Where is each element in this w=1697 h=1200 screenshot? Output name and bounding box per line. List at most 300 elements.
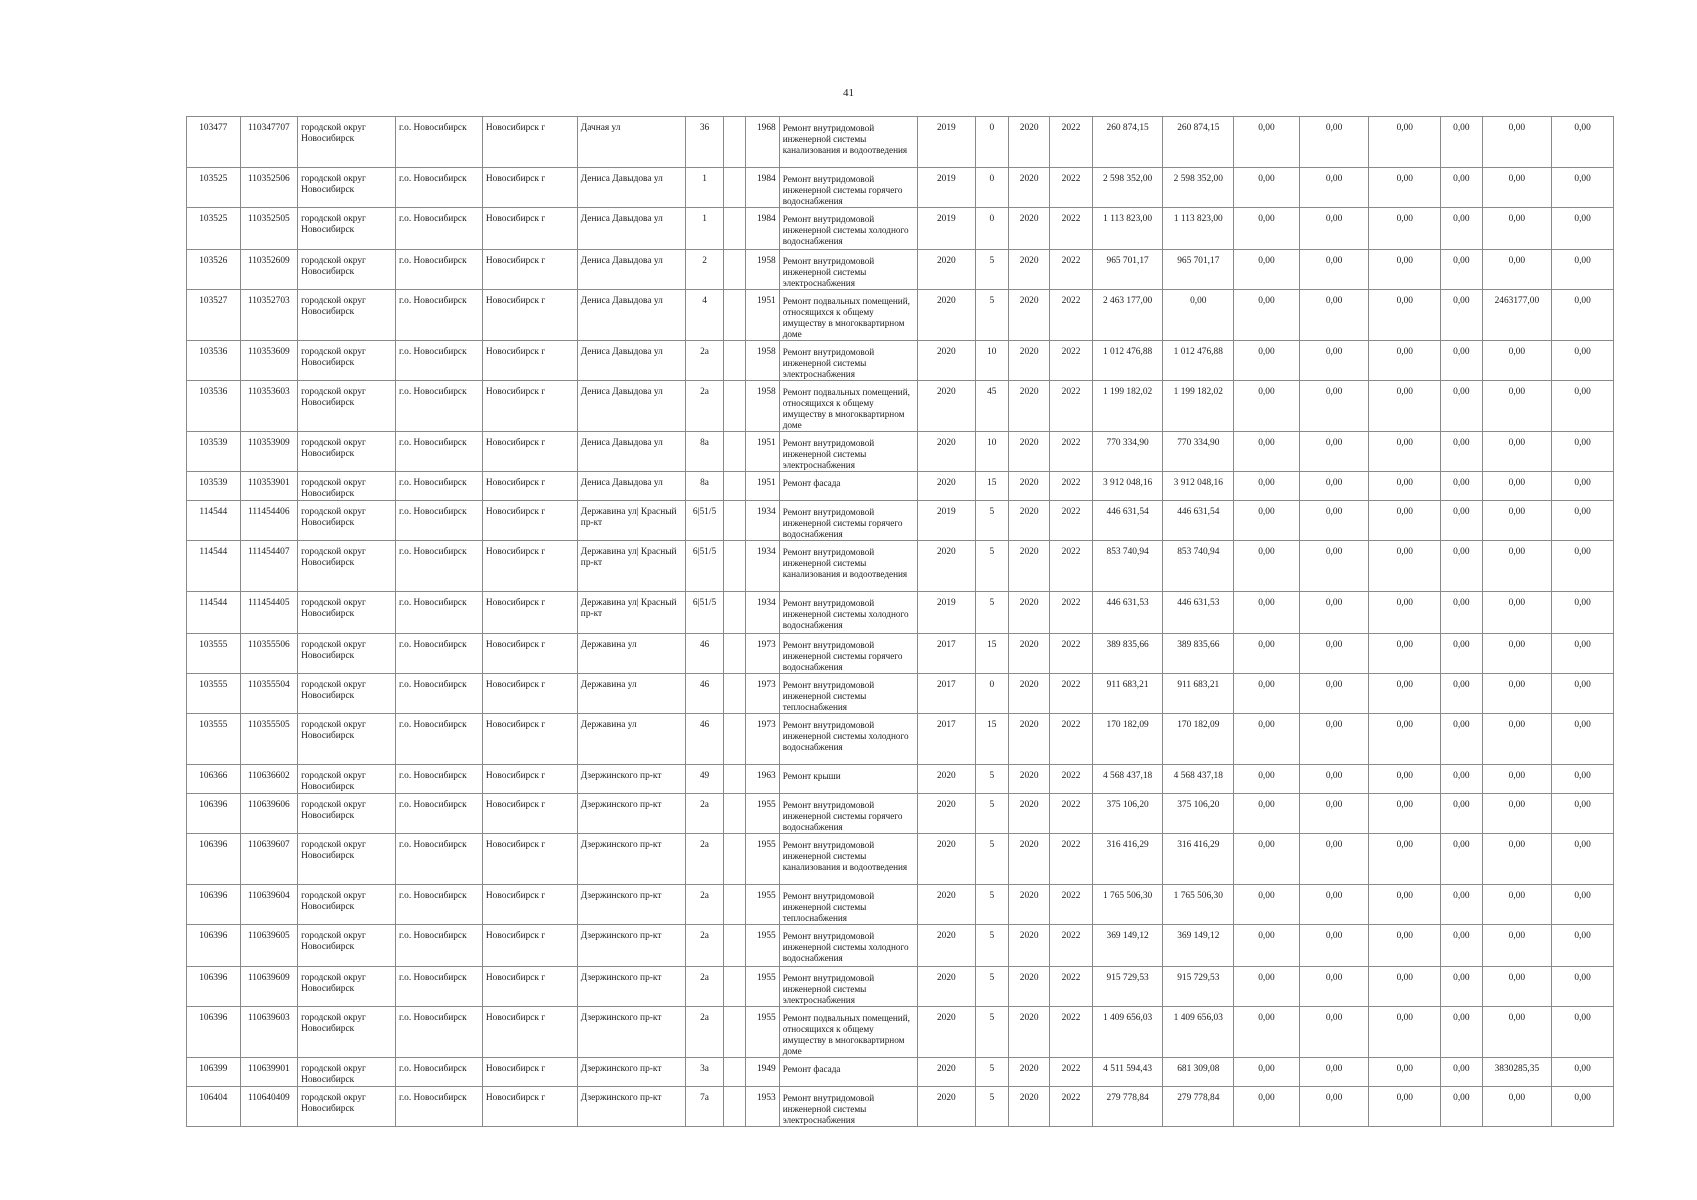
funding-2-cell: 0,00 <box>1299 834 1369 885</box>
wear-percent-cell: 5 <box>975 290 1008 341</box>
funding-2-cell: 0,00 <box>1299 290 1369 341</box>
funding-3-cell: 0,00 <box>1369 834 1441 885</box>
wear-percent-cell: 10 <box>975 341 1008 381</box>
fund-cost-cell: 915 729,53 <box>1163 967 1234 1007</box>
funding-4-cell: 0,00 <box>1441 674 1482 714</box>
table-row <box>187 168 1614 208</box>
fund-cost-cell: 965 701,17 <box>1163 250 1234 290</box>
start-year-cell: 2020 <box>1008 794 1049 834</box>
funding-1-cell: 0,00 <box>1234 208 1300 250</box>
fund-cost-cell: 4 568 437,18 <box>1163 765 1234 794</box>
work-type-cell: Ремонт подвальных помещений, относящихся к общему имуществу в многоквартирном доме <box>779 290 917 341</box>
house-number-cell: 6|51/5 <box>685 501 723 541</box>
year-built-cell: 1958 <box>746 341 779 381</box>
funding-6-cell: 0,00 <box>1552 714 1614 765</box>
plan-year-cell: 2020 <box>918 885 976 925</box>
object-id-cell: 103536 <box>187 381 241 432</box>
fund-cost-cell: 681 309,08 <box>1163 1058 1234 1087</box>
object-id-cell: 103539 <box>187 472 241 501</box>
locality-cell: Новосибирск г <box>482 381 577 432</box>
funding-4-cell: 0,00 <box>1441 472 1482 501</box>
wear-percent-cell: 5 <box>975 1058 1008 1087</box>
funding-3-cell: 0,00 <box>1369 674 1441 714</box>
year-built-cell: 1973 <box>746 634 779 674</box>
plan-year-cell: 2020 <box>918 765 976 794</box>
funding-3-cell: 0,00 <box>1369 967 1441 1007</box>
funding-6-cell: 0,00 <box>1552 117 1614 168</box>
funding-2-cell: 0,00 <box>1299 634 1369 674</box>
funding-1-cell: 0,00 <box>1234 1087 1300 1127</box>
object-id-cell: 106396 <box>187 834 241 885</box>
object-id-cell: 106396 <box>187 1007 241 1058</box>
table-row <box>187 432 1614 472</box>
funding-2-cell: 0,00 <box>1299 925 1369 967</box>
funding-4-cell: 0,00 <box>1441 117 1482 168</box>
funding-2-cell: 0,00 <box>1299 208 1369 250</box>
funding-3-cell: 0,00 <box>1369 592 1441 634</box>
table-row <box>187 381 1614 432</box>
wear-percent-cell: 10 <box>975 432 1008 472</box>
block-cell <box>724 592 746 634</box>
total-cost-cell: 1 765 506,30 <box>1092 885 1163 925</box>
street-cell: Дзержинского пр-кт <box>577 1007 685 1058</box>
wear-percent-cell: 5 <box>975 967 1008 1007</box>
funding-4-cell: 0,00 <box>1441 1007 1482 1058</box>
work-code-cell: 110640409 <box>240 1087 298 1127</box>
funding-2-cell: 0,00 <box>1299 1007 1369 1058</box>
end-year-cell: 2022 <box>1050 208 1092 250</box>
table-row <box>187 501 1614 541</box>
plan-year-cell: 2020 <box>918 925 976 967</box>
funding-5-cell: 0,00 <box>1482 834 1552 885</box>
funding-2-cell: 0,00 <box>1299 250 1369 290</box>
funding-6-cell: 0,00 <box>1552 432 1614 472</box>
work-code-cell: 110355504 <box>240 674 298 714</box>
street-cell: Дзержинского пр-кт <box>577 1058 685 1087</box>
end-year-cell: 2022 <box>1050 714 1092 765</box>
funding-6-cell: 0,00 <box>1552 765 1614 794</box>
object-id-cell: 103526 <box>187 250 241 290</box>
table-row <box>187 290 1614 341</box>
year-built-cell: 1934 <box>746 592 779 634</box>
block-cell <box>724 250 746 290</box>
start-year-cell: 2020 <box>1008 1087 1049 1127</box>
plan-year-cell: 2020 <box>918 794 976 834</box>
municipality-cell: городской округ Новосибирск <box>298 1007 396 1058</box>
street-cell: Дениса Давыдова ул <box>577 208 685 250</box>
object-id-cell: 106396 <box>187 967 241 1007</box>
end-year-cell: 2022 <box>1050 168 1092 208</box>
funding-1-cell: 0,00 <box>1234 674 1300 714</box>
district-cell: г.о. Новосибирск <box>396 381 483 432</box>
municipality-cell: городской округ Новосибирск <box>298 208 396 250</box>
funding-4-cell: 0,00 <box>1441 967 1482 1007</box>
wear-percent-cell: 5 <box>975 885 1008 925</box>
end-year-cell: 2022 <box>1050 250 1092 290</box>
plan-year-cell: 2020 <box>918 250 976 290</box>
district-cell: г.о. Новосибирск <box>396 290 483 341</box>
funding-2-cell: 0,00 <box>1299 1087 1369 1127</box>
start-year-cell: 2020 <box>1008 472 1049 501</box>
start-year-cell: 2020 <box>1008 341 1049 381</box>
house-number-cell: 7а <box>685 1087 723 1127</box>
work-type-cell: Ремонт внутридомовой инженерной системы холодного водоснабжения <box>779 714 917 765</box>
district-cell: г.о. Новосибирск <box>396 592 483 634</box>
object-id-cell: 106366 <box>187 765 241 794</box>
plan-year-cell: 2020 <box>918 432 976 472</box>
municipality-cell: городской округ Новосибирск <box>298 1058 396 1087</box>
year-built-cell: 1949 <box>746 1058 779 1087</box>
total-cost-cell: 170 182,09 <box>1092 714 1163 765</box>
funding-1-cell: 0,00 <box>1234 765 1300 794</box>
funding-3-cell: 0,00 <box>1369 634 1441 674</box>
funding-5-cell: 0,00 <box>1482 501 1552 541</box>
funding-4-cell: 0,00 <box>1441 381 1482 432</box>
fund-cost-cell: 853 740,94 <box>1163 541 1234 592</box>
start-year-cell: 2020 <box>1008 925 1049 967</box>
plan-year-cell: 2019 <box>918 168 976 208</box>
work-code-cell: 111454405 <box>240 592 298 634</box>
wear-percent-cell: 15 <box>975 634 1008 674</box>
funding-4-cell: 0,00 <box>1441 634 1482 674</box>
plan-year-cell: 2020 <box>918 290 976 341</box>
fund-cost-cell: 389 835,66 <box>1163 634 1234 674</box>
street-cell: Дениса Давыдова ул <box>577 341 685 381</box>
funding-3-cell: 0,00 <box>1369 501 1441 541</box>
funding-3-cell: 0,00 <box>1369 341 1441 381</box>
municipality-cell: городской округ Новосибирск <box>298 117 396 168</box>
start-year-cell: 2020 <box>1008 208 1049 250</box>
locality-cell: Новосибирск г <box>482 967 577 1007</box>
total-cost-cell: 911 683,21 <box>1092 674 1163 714</box>
funding-4-cell: 0,00 <box>1441 168 1482 208</box>
total-cost-cell: 316 416,29 <box>1092 834 1163 885</box>
funding-6-cell: 0,00 <box>1552 250 1614 290</box>
municipality-cell: городской округ Новосибирск <box>298 168 396 208</box>
municipality-cell: городской округ Новосибирск <box>298 967 396 1007</box>
start-year-cell: 2020 <box>1008 834 1049 885</box>
total-cost-cell: 375 106,20 <box>1092 794 1163 834</box>
wear-percent-cell: 5 <box>975 1007 1008 1058</box>
district-cell: г.о. Новосибирск <box>396 1007 483 1058</box>
house-number-cell: 6|51/5 <box>685 541 723 592</box>
end-year-cell: 2022 <box>1050 1058 1092 1087</box>
funding-3-cell: 0,00 <box>1369 381 1441 432</box>
start-year-cell: 2020 <box>1008 674 1049 714</box>
wear-percent-cell: 5 <box>975 250 1008 290</box>
end-year-cell: 2022 <box>1050 381 1092 432</box>
funding-3-cell: 0,00 <box>1369 765 1441 794</box>
table-row <box>187 794 1614 834</box>
funding-4-cell: 0,00 <box>1441 341 1482 381</box>
year-built-cell: 1953 <box>746 1087 779 1127</box>
funding-1-cell: 0,00 <box>1234 381 1300 432</box>
locality-cell: Новосибирск г <box>482 925 577 967</box>
table-row <box>187 674 1614 714</box>
year-built-cell: 1958 <box>746 250 779 290</box>
house-number-cell: 2а <box>685 381 723 432</box>
funding-4-cell: 0,00 <box>1441 834 1482 885</box>
end-year-cell: 2022 <box>1050 634 1092 674</box>
fund-cost-cell: 2 598 352,00 <box>1163 168 1234 208</box>
funding-6-cell: 0,00 <box>1552 885 1614 925</box>
funding-2-cell: 0,00 <box>1299 714 1369 765</box>
locality-cell: Новосибирск г <box>482 1007 577 1058</box>
funding-6-cell: 0,00 <box>1552 1007 1614 1058</box>
district-cell: г.о. Новосибирск <box>396 472 483 501</box>
end-year-cell: 2022 <box>1050 472 1092 501</box>
wear-percent-cell: 5 <box>975 834 1008 885</box>
funding-6-cell: 0,00 <box>1552 592 1614 634</box>
plan-year-cell: 2020 <box>918 967 976 1007</box>
house-number-cell: 1 <box>685 208 723 250</box>
work-type-cell: Ремонт подвальных помещений, относящихся к общему имуществу в многоквартирном доме <box>779 1007 917 1058</box>
funding-1-cell: 0,00 <box>1234 250 1300 290</box>
house-number-cell: 2а <box>685 885 723 925</box>
funding-4-cell: 0,00 <box>1441 592 1482 634</box>
district-cell: г.о. Новосибирск <box>396 1058 483 1087</box>
object-id-cell: 103477 <box>187 117 241 168</box>
funding-5-cell: 0,00 <box>1482 634 1552 674</box>
block-cell <box>724 1087 746 1127</box>
wear-percent-cell: 0 <box>975 208 1008 250</box>
work-type-cell: Ремонт внутридомовой инженерной системы электроснабжения <box>779 250 917 290</box>
funding-5-cell: 0,00 <box>1482 794 1552 834</box>
work-code-cell: 110353603 <box>240 381 298 432</box>
total-cost-cell: 279 778,84 <box>1092 1087 1163 1127</box>
locality-cell: Новосибирск г <box>482 592 577 634</box>
municipality-cell: городской округ Новосибирск <box>298 541 396 592</box>
year-built-cell: 1955 <box>746 794 779 834</box>
funding-4-cell: 0,00 <box>1441 794 1482 834</box>
street-cell: Дзержинского пр-кт <box>577 1087 685 1127</box>
funding-3-cell: 0,00 <box>1369 714 1441 765</box>
object-id-cell: 103555 <box>187 674 241 714</box>
funding-6-cell: 0,00 <box>1552 834 1614 885</box>
funding-1-cell: 0,00 <box>1234 541 1300 592</box>
work-code-cell: 110352506 <box>240 168 298 208</box>
funding-1-cell: 0,00 <box>1234 885 1300 925</box>
wear-percent-cell: 5 <box>975 765 1008 794</box>
start-year-cell: 2020 <box>1008 117 1049 168</box>
funding-1-cell: 0,00 <box>1234 714 1300 765</box>
funding-6-cell: 0,00 <box>1552 541 1614 592</box>
end-year-cell: 2022 <box>1050 1087 1092 1127</box>
street-cell: Дениса Давыдова ул <box>577 472 685 501</box>
funding-1-cell: 0,00 <box>1234 432 1300 472</box>
table-row <box>187 765 1614 794</box>
year-built-cell: 1955 <box>746 1007 779 1058</box>
plan-year-cell: 2020 <box>918 381 976 432</box>
start-year-cell: 2020 <box>1008 381 1049 432</box>
work-code-cell: 110352703 <box>240 290 298 341</box>
start-year-cell: 2020 <box>1008 765 1049 794</box>
funding-6-cell: 0,00 <box>1552 501 1614 541</box>
locality-cell: Новосибирск г <box>482 885 577 925</box>
total-cost-cell: 1 113 823,00 <box>1092 208 1163 250</box>
funding-4-cell: 0,00 <box>1441 1058 1482 1087</box>
year-built-cell: 1984 <box>746 208 779 250</box>
plan-year-cell: 2020 <box>918 472 976 501</box>
start-year-cell: 2020 <box>1008 290 1049 341</box>
year-built-cell: 1955 <box>746 834 779 885</box>
house-number-cell: 1 <box>685 168 723 208</box>
funding-1-cell: 0,00 <box>1234 592 1300 634</box>
district-cell: г.о. Новосибирск <box>396 432 483 472</box>
block-cell <box>724 290 746 341</box>
municipality-cell: городской округ Новосибирск <box>298 290 396 341</box>
funding-1-cell: 0,00 <box>1234 501 1300 541</box>
district-cell: г.о. Новосибирск <box>396 541 483 592</box>
work-type-cell: Ремонт внутридомовой инженерной системы электроснабжения <box>779 967 917 1007</box>
locality-cell: Новосибирск г <box>482 634 577 674</box>
table-row <box>187 967 1614 1007</box>
district-cell: г.о. Новосибирск <box>396 674 483 714</box>
street-cell: Дзержинского пр-кт <box>577 967 685 1007</box>
funding-4-cell: 0,00 <box>1441 501 1482 541</box>
start-year-cell: 2020 <box>1008 634 1049 674</box>
municipality-cell: городской округ Новосибирск <box>298 472 396 501</box>
table-body <box>187 117 1614 1127</box>
year-built-cell: 1951 <box>746 472 779 501</box>
year-built-cell: 1934 <box>746 501 779 541</box>
funding-1-cell: 0,00 <box>1234 290 1300 341</box>
municipality-cell: городской округ Новосибирск <box>298 592 396 634</box>
object-id-cell: 114544 <box>187 501 241 541</box>
district-cell: г.о. Новосибирск <box>396 885 483 925</box>
year-built-cell: 1968 <box>746 117 779 168</box>
locality-cell: Новосибирск г <box>482 501 577 541</box>
house-number-cell: 46 <box>685 674 723 714</box>
street-cell: Дзержинского пр-кт <box>577 925 685 967</box>
house-number-cell: 2а <box>685 925 723 967</box>
work-type-cell: Ремонт внутридомовой инженерной системы горячего водоснабжения <box>779 634 917 674</box>
table-row <box>187 250 1614 290</box>
funding-5-cell: 0,00 <box>1482 381 1552 432</box>
plan-year-cell: 2017 <box>918 714 976 765</box>
street-cell: Дзержинского пр-кт <box>577 794 685 834</box>
table-row <box>187 1058 1614 1087</box>
municipality-cell: городской округ Новосибирск <box>298 250 396 290</box>
municipality-cell: городской округ Новосибирск <box>298 634 396 674</box>
table-row <box>187 117 1614 168</box>
funding-6-cell: 0,00 <box>1552 1087 1614 1127</box>
funding-2-cell: 0,00 <box>1299 885 1369 925</box>
block-cell <box>724 925 746 967</box>
funding-2-cell: 0,00 <box>1299 1058 1369 1087</box>
total-cost-cell: 1 409 656,03 <box>1092 1007 1163 1058</box>
municipality-cell: городской округ Новосибирск <box>298 885 396 925</box>
start-year-cell: 2020 <box>1008 432 1049 472</box>
total-cost-cell: 1 199 182,02 <box>1092 381 1163 432</box>
municipality-cell: городской округ Новосибирск <box>298 794 396 834</box>
total-cost-cell: 4 568 437,18 <box>1092 765 1163 794</box>
funding-6-cell: 0,00 <box>1552 341 1614 381</box>
year-built-cell: 1984 <box>746 168 779 208</box>
start-year-cell: 2020 <box>1008 885 1049 925</box>
fund-cost-cell: 446 631,53 <box>1163 592 1234 634</box>
work-code-cell: 110639607 <box>240 834 298 885</box>
funding-5-cell: 0,00 <box>1482 208 1552 250</box>
object-id-cell: 103555 <box>187 634 241 674</box>
wear-percent-cell: 45 <box>975 381 1008 432</box>
end-year-cell: 2022 <box>1050 925 1092 967</box>
district-cell: г.о. Новосибирск <box>396 341 483 381</box>
funding-1-cell: 0,00 <box>1234 967 1300 1007</box>
work-type-cell: Ремонт внутридомовой инженерной системы канализования и водоотведения <box>779 541 917 592</box>
funding-2-cell: 0,00 <box>1299 501 1369 541</box>
funding-4-cell: 0,00 <box>1441 714 1482 765</box>
funding-3-cell: 0,00 <box>1369 208 1441 250</box>
fund-cost-cell: 911 683,21 <box>1163 674 1234 714</box>
funding-1-cell: 0,00 <box>1234 117 1300 168</box>
house-number-cell: 2а <box>685 1007 723 1058</box>
fund-cost-cell: 1 199 182,02 <box>1163 381 1234 432</box>
block-cell <box>724 834 746 885</box>
funding-2-cell: 0,00 <box>1299 541 1369 592</box>
funding-6-cell: 0,00 <box>1552 208 1614 250</box>
house-number-cell: 4 <box>685 290 723 341</box>
funding-3-cell: 0,00 <box>1369 1087 1441 1127</box>
table-row <box>187 208 1614 250</box>
funding-1-cell: 0,00 <box>1234 472 1300 501</box>
work-type-cell: Ремонт внутридомовой инженерной системы электроснабжения <box>779 1087 917 1127</box>
table-row <box>187 885 1614 925</box>
house-number-cell: 2а <box>685 794 723 834</box>
house-number-cell: 8а <box>685 472 723 501</box>
funding-5-cell: 0,00 <box>1482 250 1552 290</box>
funding-5-cell: 0,00 <box>1482 472 1552 501</box>
fund-cost-cell: 446 631,54 <box>1163 501 1234 541</box>
municipality-cell: городской округ Новосибирск <box>298 501 396 541</box>
end-year-cell: 2022 <box>1050 290 1092 341</box>
funding-5-cell: 0,00 <box>1482 1007 1552 1058</box>
object-id-cell: 106404 <box>187 1087 241 1127</box>
locality-cell: Новосибирск г <box>482 168 577 208</box>
work-code-cell: 110639603 <box>240 1007 298 1058</box>
end-year-cell: 2022 <box>1050 592 1092 634</box>
funding-3-cell: 0,00 <box>1369 1007 1441 1058</box>
house-number-cell: 49 <box>685 765 723 794</box>
plan-year-cell: 2019 <box>918 208 976 250</box>
object-id-cell: 103525 <box>187 168 241 208</box>
start-year-cell: 2020 <box>1008 1007 1049 1058</box>
work-type-cell: Ремонт внутридомовой инженерной системы холодного водоснабжения <box>779 592 917 634</box>
funding-4-cell: 0,00 <box>1441 925 1482 967</box>
object-id-cell: 103539 <box>187 432 241 472</box>
end-year-cell: 2022 <box>1050 885 1092 925</box>
municipality-cell: городской округ Новосибирск <box>298 432 396 472</box>
funding-6-cell: 0,00 <box>1552 168 1614 208</box>
capital-repair-table <box>186 116 1614 1127</box>
object-id-cell: 106399 <box>187 1058 241 1087</box>
block-cell <box>724 341 746 381</box>
locality-cell: Новосибирск г <box>482 472 577 501</box>
funding-3-cell: 0,00 <box>1369 472 1441 501</box>
funding-6-cell: 0,00 <box>1552 381 1614 432</box>
work-code-cell: 111454406 <box>240 501 298 541</box>
year-built-cell: 1963 <box>746 765 779 794</box>
municipality-cell: городской округ Новосибирск <box>298 925 396 967</box>
funding-2-cell: 0,00 <box>1299 381 1369 432</box>
total-cost-cell: 965 701,17 <box>1092 250 1163 290</box>
table-row <box>187 634 1614 674</box>
house-number-cell: 3а <box>685 1058 723 1087</box>
funding-6-cell: 0,00 <box>1552 967 1614 1007</box>
funding-5-cell: 0,00 <box>1482 674 1552 714</box>
object-id-cell: 106396 <box>187 885 241 925</box>
end-year-cell: 2022 <box>1050 674 1092 714</box>
